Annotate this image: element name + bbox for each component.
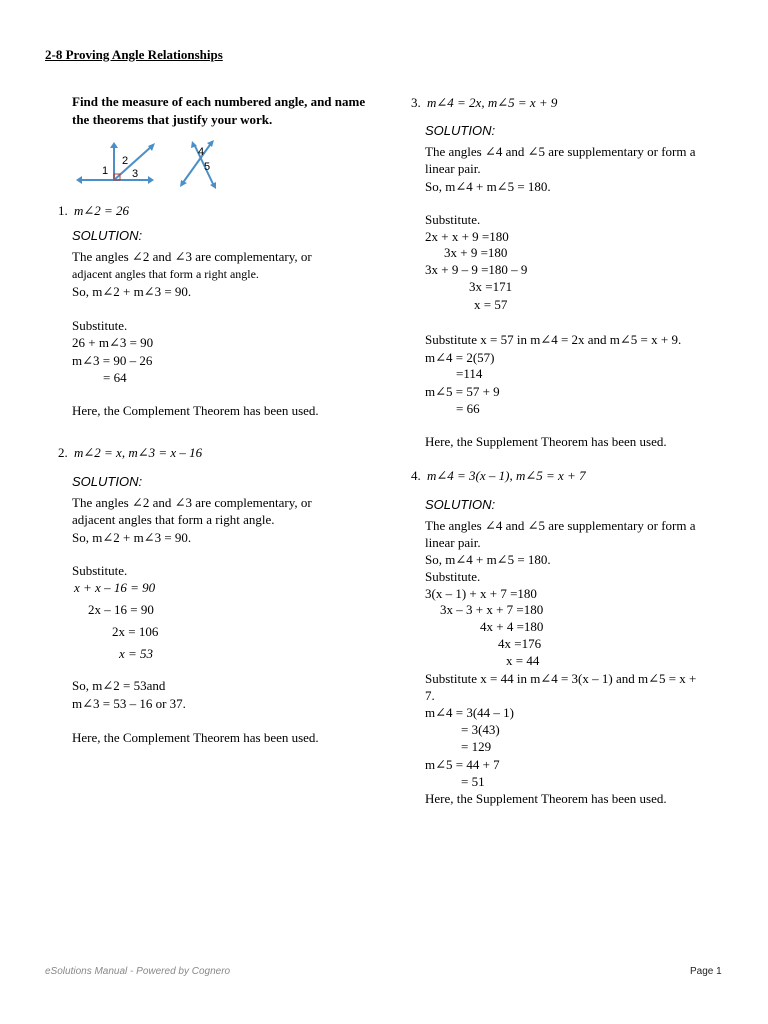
solution-line: Substitute. [72, 318, 128, 333]
figure-label-5: 5 [204, 161, 211, 173]
solution-line: =114 [456, 366, 483, 381]
solution-line: Substitute. [425, 569, 481, 584]
solution-line: So, m∠2 + m∠3 = 90. [72, 530, 192, 545]
solution-line: 3x + 9 – 9 =180 – 9 [425, 262, 528, 277]
figure-label-2: 2 [122, 155, 129, 167]
solution-line: 2x + x + 9 =180 [425, 229, 509, 244]
page-title: 2-8 Proving Angle Relationships [45, 47, 223, 62]
problem-3-number: 3. [411, 95, 421, 110]
solution-line: = 3(43) [461, 722, 500, 737]
solution-label: SOLUTION: [72, 228, 143, 243]
solution-line: So, m∠2 + m∠3 = 90. [72, 284, 192, 299]
solution-line: So, m∠4 + m∠5 = 180. [425, 179, 551, 194]
solution-line: 3x =171 [469, 279, 513, 294]
solution-line: m∠4 = 2(57) [425, 350, 495, 365]
solution-line: Here, the Supplement Theorem has been used. [425, 791, 667, 806]
solution-label: SOLUTION: [425, 123, 496, 138]
solution-line: 3(x – 1) + x + 7 =180 [425, 586, 537, 601]
solution-line: 2x – 16 = 90 [88, 602, 154, 617]
angle-figure [76, 140, 226, 192]
solution-line: = 129 [461, 739, 492, 754]
solution-line: Substitute. [425, 212, 481, 227]
solution-line: m∠5 = 57 + 9 [425, 384, 500, 399]
solution-line: m∠5 = 44 + 7 [425, 757, 500, 772]
solution-line: adjacent angles that form a right angle. [72, 267, 259, 281]
solution-line: m∠3 = 53 – 16 or 37. [72, 696, 186, 711]
solution-line: x = 44 [506, 653, 540, 668]
problem-2-statement: m∠2 = x, m∠3 = x – 16 [74, 445, 203, 460]
solution-line: 3x – 3 + x + 7 =180 [440, 602, 544, 617]
solution-line: 4x + 4 =180 [480, 619, 544, 634]
solution-line: x = 57 [474, 297, 508, 312]
solution-line: 26 + m∠3 = 90 [72, 335, 154, 350]
footer-credit: eSolutions Manual - Powered by Cognero [45, 966, 231, 977]
figure-label-3: 3 [132, 168, 139, 180]
figure-label-4: 4 [198, 146, 205, 158]
solution-line: x + x – 16 = 90 [74, 580, 156, 595]
problem-2-number: 2. [58, 445, 68, 460]
problem-1-statement: m∠2 = 26 [74, 203, 130, 218]
solution-line: Substitute. [72, 563, 128, 578]
problem-4-statement: m∠4 = 3(x – 1), m∠5 = x + 7 [427, 468, 586, 483]
solution-line: The angles ∠4 and ∠5 are supplementary or form a [425, 144, 696, 159]
solution-line: = 66 [456, 401, 480, 416]
solution-line: 2x = 106 [112, 624, 159, 639]
solution-line: adjacent angles that form a right angle. [72, 512, 275, 527]
solution-line: So, m∠4 + m∠5 = 180. [425, 552, 551, 567]
problem-4-number: 4. [411, 468, 421, 483]
solution-line: The angles ∠2 and ∠3 are complementary, or [72, 495, 312, 510]
solution-line: 7. [425, 688, 435, 703]
solution-line: m∠4 = 3(44 – 1) [425, 705, 514, 720]
problem-3-statement: m∠4 = 2x, m∠5 = x + 9 [427, 95, 558, 110]
solution-line: 4x =176 [498, 636, 542, 651]
solution-line: Substitute x = 57 in m∠4 = 2x and m∠5 = x + 9. [425, 332, 682, 347]
solution-line: So, m∠2 = 53and [72, 678, 166, 693]
solution-line: Substitute x = 44 in m∠4 = 3(x – 1) and m∠5 = x + [425, 671, 697, 686]
solution-line: m∠3 = 90 – 26 [72, 353, 153, 368]
solution-line: Here, the Complement Theorem has been used. [72, 730, 319, 745]
solution-line: Here, the Supplement Theorem has been used. [425, 434, 667, 449]
solution-line: Here, the Complement Theorem has been used. [72, 403, 319, 418]
page-number: Page 1 [690, 966, 722, 977]
solution-line: linear pair. [425, 161, 481, 176]
solution-line: linear pair. [425, 535, 481, 550]
solution-label: SOLUTION: [72, 474, 143, 489]
solution-line: = 51 [461, 774, 485, 789]
solution-line: = 64 [103, 370, 127, 385]
solution-line: The angles ∠2 and ∠3 are complementary, or [72, 249, 312, 264]
figure-label-1: 1 [102, 165, 109, 177]
solution-line: 3x + 9 =180 [444, 245, 508, 260]
solution-label: SOLUTION: [425, 497, 496, 512]
problem-1-number: 1. [58, 203, 68, 218]
solution-line: The angles ∠4 and ∠5 are supplementary or form a [425, 518, 696, 533]
solution-line: x = 53 [119, 646, 154, 661]
instructions: Find the measure of each numbered angle, and name the theorems that justify your work. [72, 94, 366, 127]
